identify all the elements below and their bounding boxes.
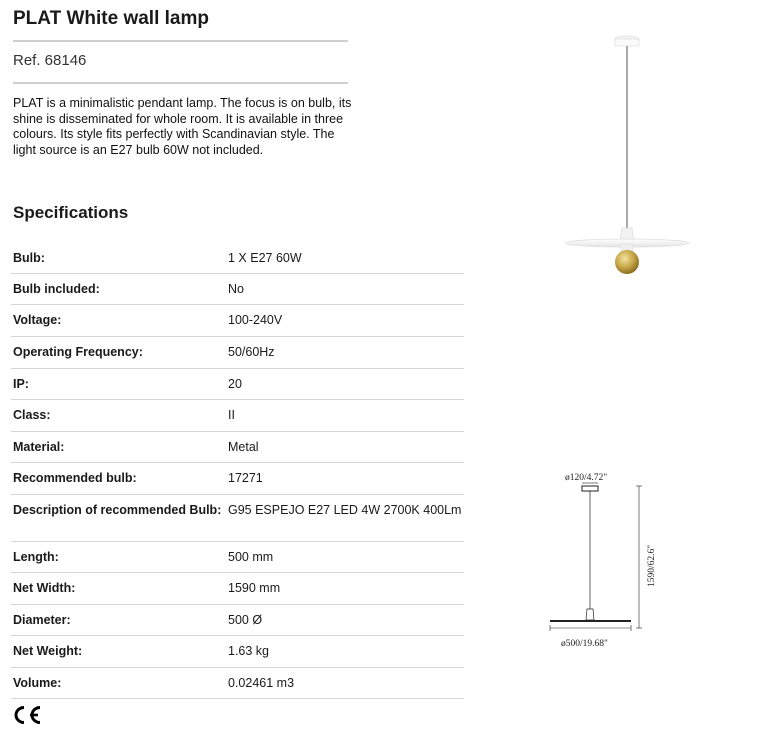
canopy-dimension: ø120/4.72" — [565, 473, 608, 483]
spec-value: 100-240V — [226, 305, 464, 337]
technical-drawing — [545, 465, 675, 655]
spec-label: Recommended bulb: — [11, 463, 226, 495]
table-row — [11, 463, 464, 495]
spec-label: Operating Frequency: — [11, 337, 226, 369]
diameter-dimension: ø500/19.68" — [561, 639, 608, 649]
spec-value: Metal — [226, 432, 464, 463]
spec-label: Net Width: — [11, 573, 226, 605]
spec-label: IP: — [11, 369, 226, 400]
spec-label: Class: — [11, 400, 226, 432]
spec-label: Bulb included: — [11, 274, 226, 305]
product-description: PLAT is a minimalistic pendant lamp. The focus is on bulb, its shine is disseminated for whole room. It is available in three colours. Its style fits perfectly with Scandinavian style. The light source is an E27 bulb 60W not included. — [13, 96, 352, 157]
spec-value: 50/60Hz — [226, 337, 464, 369]
table-row — [11, 636, 464, 668]
lamp-photo — [545, 30, 705, 280]
table-row — [11, 274, 464, 305]
spec-value: 1590 mm — [226, 573, 464, 605]
spec-value: II — [226, 400, 464, 432]
spec-label: Voltage: — [11, 305, 226, 337]
table-row — [11, 369, 464, 400]
spec-label: Bulb: — [11, 243, 226, 274]
spec-label: Volume: — [11, 668, 226, 699]
divider — [13, 82, 348, 84]
table-row — [11, 668, 464, 699]
spec-label: Diameter: — [11, 605, 226, 636]
spec-value: 0.02461 m3 — [226, 668, 464, 699]
table-row — [11, 337, 464, 369]
table-row — [11, 542, 464, 573]
table-row — [11, 432, 464, 463]
table-row — [11, 305, 464, 337]
divider — [13, 40, 348, 42]
table-row — [11, 400, 464, 432]
specifications-table — [11, 243, 464, 699]
table-row — [11, 495, 464, 542]
spec-value: 500 mm — [226, 542, 464, 573]
spec-value: 1 X E27 60W — [226, 243, 464, 274]
spec-value: 17271 — [226, 463, 464, 495]
ce-mark-icon — [11, 704, 43, 726]
table-row — [11, 605, 464, 636]
table-row — [11, 573, 464, 605]
spec-label: Net Weight: — [11, 636, 226, 668]
spec-value: No — [226, 274, 464, 305]
spec-value: 1.63 kg — [226, 636, 464, 668]
reference-number: Ref. 68146 — [13, 52, 87, 69]
table-row — [11, 243, 464, 274]
height-dimension: 1590/62.6" — [647, 544, 657, 587]
specifications-heading: Specifications — [13, 203, 129, 222]
spec-value: G95 ESPEJO E27 LED 4W 2700K 400Lm — [226, 495, 464, 542]
spec-value: 20 — [226, 369, 464, 400]
spec-label: Description of recommended Bulb: — [11, 495, 226, 542]
spec-label: Material: — [11, 432, 226, 463]
spec-value: 500 Ø — [226, 605, 464, 636]
spec-label: Length: — [11, 542, 226, 573]
page-title: PLAT White wall lamp — [13, 8, 209, 29]
